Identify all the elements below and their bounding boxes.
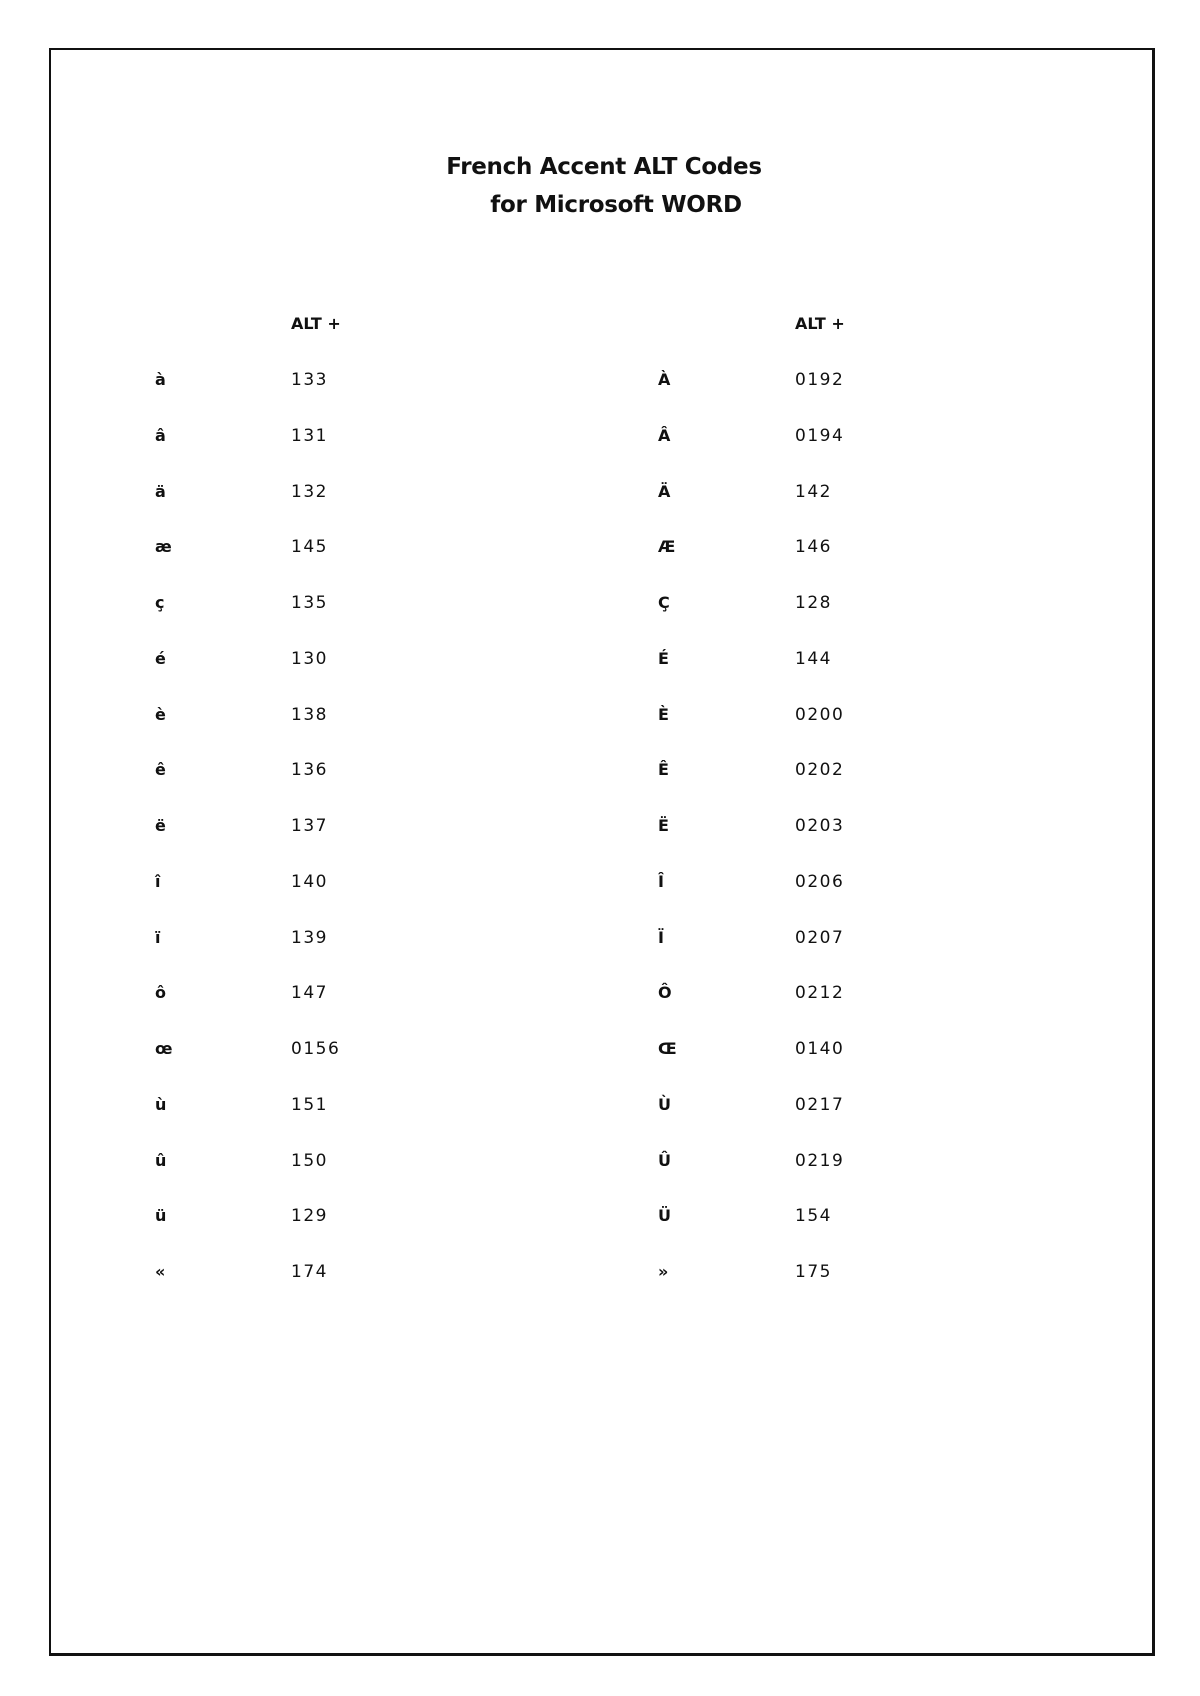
lowercase-char: ê	[155, 760, 166, 780]
title-line-2: for Microsoft WORD	[490, 192, 742, 218]
lowercase-alt-code: 129	[291, 1206, 328, 1227]
table-row	[51, 923, 1157, 953]
table-row	[51, 1034, 1157, 1064]
uppercase-char: À	[658, 370, 671, 389]
lowercase-alt-code: 151	[291, 1094, 328, 1115]
lowercase-alt-code: 136	[291, 760, 328, 781]
header-alt-right: ALT +	[795, 314, 845, 333]
table-row	[51, 700, 1157, 730]
uppercase-alt-code: 0212	[795, 983, 845, 1004]
lowercase-alt-code: 131	[291, 425, 328, 446]
lowercase-alt-code: 133	[291, 370, 328, 390]
lowercase-alt-code: 147	[291, 983, 328, 1004]
uppercase-alt-code: 0217	[795, 1094, 845, 1115]
table-row	[51, 1201, 1157, 1231]
table-row	[51, 755, 1157, 785]
lowercase-alt-code: 139	[291, 927, 328, 948]
lowercase-alt-code: 138	[291, 704, 328, 725]
uppercase-alt-code: 0203	[795, 816, 845, 836]
uppercase-char: Ê	[658, 760, 669, 780]
lowercase-alt-code: 140	[291, 871, 328, 892]
uppercase-char: Œ	[658, 1039, 677, 1058]
uppercase-char: Î	[658, 871, 664, 891]
table-row	[51, 867, 1157, 897]
table-header-row	[51, 309, 1157, 339]
table-row	[51, 421, 1157, 451]
uppercase-alt-code: 0194	[795, 425, 845, 446]
uppercase-alt-code: 0140	[795, 1039, 845, 1059]
uppercase-alt-code: 0192	[795, 370, 845, 390]
table-row	[51, 644, 1157, 674]
table-row	[51, 477, 1157, 507]
page-frame	[49, 48, 1155, 1656]
uppercase-char: È	[658, 704, 669, 724]
uppercase-alt-code: 0206	[795, 871, 845, 892]
lowercase-alt-code: 174	[291, 1262, 328, 1282]
uppercase-char: Ù	[658, 1094, 671, 1114]
uppercase-char: Ç	[658, 593, 670, 612]
uppercase-alt-code: 146	[795, 537, 832, 558]
uppercase-char: Ô	[658, 983, 672, 1003]
lowercase-char: ù	[155, 1094, 167, 1114]
uppercase-char: Æ	[658, 537, 676, 557]
uppercase-alt-code: 0200	[795, 704, 845, 725]
uppercase-alt-code: 175	[795, 1262, 832, 1282]
uppercase-char: Ë	[658, 816, 669, 835]
lowercase-alt-code: 130	[291, 648, 328, 669]
uppercase-char: Â	[658, 425, 671, 445]
lowercase-alt-code: 135	[291, 593, 328, 613]
uppercase-alt-code: 144	[795, 648, 832, 669]
lowercase-char: æ	[155, 537, 172, 557]
uppercase-char: Û	[658, 1150, 671, 1170]
lowercase-char: î	[155, 871, 161, 891]
lowercase-char: ä	[155, 481, 166, 501]
uppercase-alt-code: 142	[795, 481, 832, 502]
lowercase-alt-code: 132	[291, 481, 328, 502]
lowercase-char: à	[155, 370, 166, 389]
document-title	[51, 148, 1157, 224]
uppercase-alt-code: 0207	[795, 927, 845, 948]
table-row	[51, 978, 1157, 1008]
lowercase-char: è	[155, 704, 166, 724]
table-row	[51, 588, 1157, 618]
lowercase-char: ü	[155, 1206, 167, 1226]
uppercase-char: Ä	[658, 481, 671, 501]
lowercase-char: ç	[155, 593, 165, 612]
uppercase-alt-code: 154	[795, 1206, 832, 1227]
table-row	[51, 1257, 1157, 1287]
table-row	[51, 365, 1157, 395]
lowercase-alt-code: 150	[291, 1150, 328, 1171]
uppercase-char: É	[658, 648, 669, 668]
lowercase-alt-code: 137	[291, 816, 328, 836]
uppercase-char: Ü	[658, 1206, 671, 1226]
table-row	[51, 532, 1157, 562]
lowercase-char: ë	[155, 816, 166, 835]
header-alt-left: ALT +	[291, 314, 341, 333]
lowercase-char: œ	[155, 1039, 173, 1058]
uppercase-char: »	[658, 1262, 669, 1281]
uppercase-char: Ï	[658, 927, 664, 947]
title-line-1: French Accent ALT Codes	[446, 154, 762, 180]
table-row	[51, 811, 1157, 841]
lowercase-alt-code: 0156	[291, 1039, 341, 1059]
table-row	[51, 1146, 1157, 1176]
lowercase-char: «	[155, 1262, 166, 1281]
lowercase-char: û	[155, 1150, 167, 1170]
uppercase-alt-code: 0202	[795, 760, 845, 781]
lowercase-char: ï	[155, 927, 161, 947]
uppercase-alt-code: 128	[795, 593, 832, 613]
lowercase-char: é	[155, 648, 166, 668]
lowercase-alt-code: 145	[291, 537, 328, 558]
table-row	[51, 1090, 1157, 1120]
lowercase-char: ô	[155, 983, 166, 1003]
lowercase-char: â	[155, 425, 166, 445]
uppercase-alt-code: 0219	[795, 1150, 845, 1171]
